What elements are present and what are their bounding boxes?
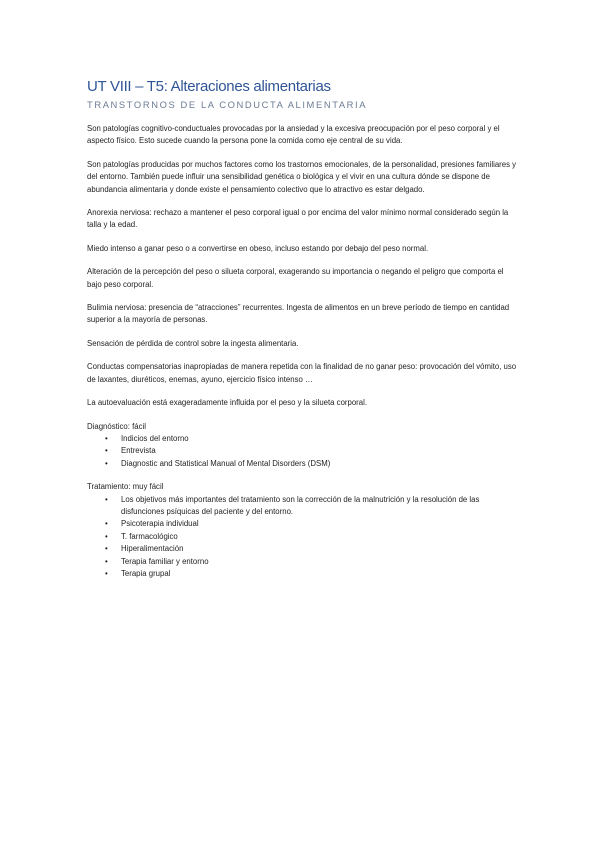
list-item-text: Psicoterapia individual bbox=[121, 519, 199, 529]
list-item-text: Hiperalimentación bbox=[121, 544, 184, 554]
list-item-text: Indicios del entorno bbox=[121, 433, 189, 443]
paragraph-causes: Son patologías producidas por muchos factores como los trastornos emocionales, de la personalidad, presiones familiares y del entorno. También puede influir una sensibilidad genética o biológica y el vivir en una cultura dónde se dispone de abundancia alimentaria y donde existe el pensamiento colectivo que lo atractivo es estar delgado. bbox=[87, 159, 517, 194]
bullet-icon: • bbox=[105, 446, 108, 456]
diagnostico-label: Diagnóstico: fácil bbox=[87, 421, 146, 431]
paragraph-self-evaluation: La autoevaluación está exageradamente influida por el peso y la silueta corporal. bbox=[87, 398, 368, 408]
bullet-icon: • bbox=[105, 519, 108, 529]
paragraph-compensatory: Conductas compensatorias inapropiadas de manera repetida con la finalidad de no ganar peso: provocación del vómito, uso de laxantes, diuréticos, enemas, ayuno, ejercicio físico intenso … bbox=[87, 362, 517, 384]
list-item-text: Los objetivos más importantes del tratamiento son la corrección de la malnutrición y la resolución de las disfunciones psíquicas del paciente y del entorno. bbox=[121, 494, 480, 516]
list-item bbox=[87, 556, 517, 568]
bullet-icon: • bbox=[105, 458, 108, 468]
diagnostico-list bbox=[87, 433, 517, 470]
paragraph-anorexia: Anorexia nerviosa: rechazo a mantener el peso corporal igual o por encima del valor mínimo normal considerado según la talla y la edad. bbox=[87, 208, 509, 230]
bullet-icon: • bbox=[105, 556, 108, 566]
list-item-text: Terapia grupal bbox=[121, 568, 171, 578]
list-item bbox=[87, 433, 517, 445]
bullet-icon: • bbox=[105, 531, 108, 541]
list-item bbox=[87, 531, 517, 543]
list-item-text: Diagnostic and Statistical Manual of Mental Disorders (DSM) bbox=[121, 458, 331, 468]
paragraph-fear-weight: Miedo intenso a ganar peso o a convertirse en obeso, incluso estando por debajo del peso normal. bbox=[87, 243, 429, 253]
bullet-icon: • bbox=[105, 568, 108, 578]
list-item-text: Terapia familiar y entorno bbox=[121, 556, 209, 566]
tratamiento-list bbox=[87, 494, 517, 581]
list-item bbox=[87, 458, 517, 470]
bullet-icon: • bbox=[105, 433, 108, 443]
list-item-text: T. farmacológico bbox=[121, 531, 178, 541]
paragraph-perception: Alteración de la percepción del peso o silueta corporal, exagerando su importancia o negando el peligro que comporta el bajo peso corporal. bbox=[87, 267, 504, 289]
bullet-icon: • bbox=[105, 544, 108, 554]
document-title: UT VIII – T5: Alteraciones alimentarias bbox=[87, 78, 331, 95]
paragraph-definition: Son patologías cognitivo-conductuales provocadas por la ansiedad y la excesiva preocupación por el peso corporal y el aspecto físico. Esto sucede cuando la persona pone la comida como eje central de su vida. bbox=[87, 124, 500, 146]
list-item bbox=[87, 568, 517, 580]
document-subtitle: TRANSTORNOS DE LA CONDUCTA ALIMENTARIA bbox=[87, 99, 368, 110]
bullet-icon: • bbox=[105, 494, 108, 504]
tratamiento-label: Tratamiento: muy fácil bbox=[87, 482, 164, 492]
paragraph-bulimia: Bulimia nerviosa: presencia de “atracciones” recurrentes. Ingesta de alimentos en un breve período de tiempo en cantidad superior a la mayoría de personas. bbox=[87, 303, 510, 325]
list-item bbox=[87, 518, 517, 530]
list-item-text: Entrevista bbox=[121, 446, 156, 456]
list-item bbox=[87, 445, 517, 457]
paragraph-loss-control: Sensación de pérdida de control sobre la ingesta alimentaria. bbox=[87, 338, 299, 348]
list-item bbox=[87, 543, 517, 555]
document-page bbox=[87, 78, 517, 580]
list-item bbox=[87, 494, 517, 519]
